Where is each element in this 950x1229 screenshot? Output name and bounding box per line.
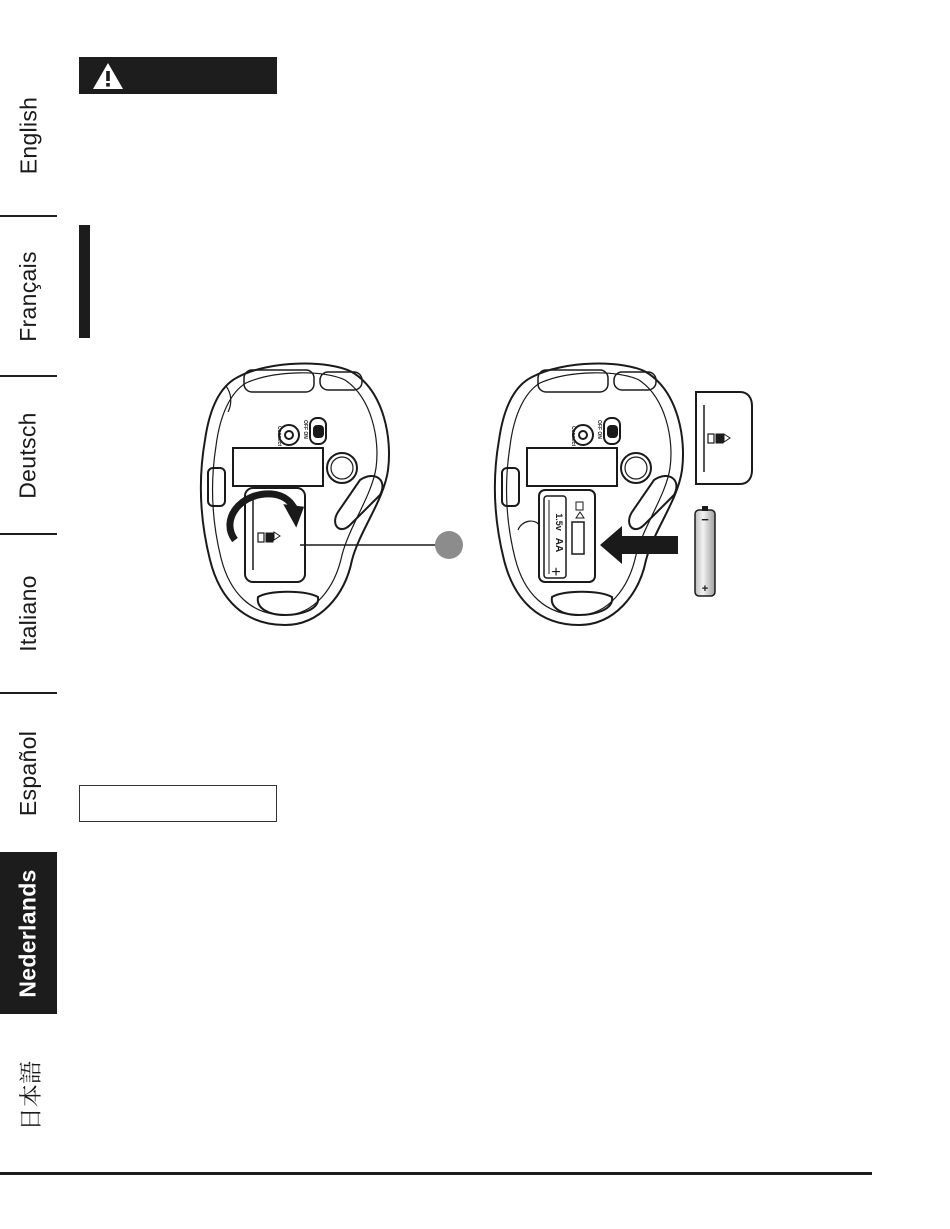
bottom-rule: [0, 1172, 872, 1175]
tab-deutsch[interactable]: [0, 377, 57, 533]
mouse-bottom-left: [201, 364, 389, 625]
callout-marker: [435, 531, 463, 559]
tab-francais[interactable]: [0, 217, 57, 375]
battery-plus-small-label: +: [701, 583, 709, 595]
tab-espanol[interactable]: [0, 694, 57, 852]
tab-japanese-label: 日本語: [17, 1060, 43, 1130]
switch-label: OFF ON: [596, 420, 602, 439]
tab-italiano-label: Italiano: [15, 575, 42, 652]
mouse-bottom-right: [495, 364, 683, 625]
tab-english[interactable]: [0, 55, 57, 215]
tab-espanol-label: Español: [15, 730, 41, 816]
tab-japanese[interactable]: [0, 1030, 57, 1160]
tab-francais-label: Français: [15, 250, 41, 342]
battery-plus-label: +: [551, 564, 561, 581]
warning-triangle-icon: [91, 61, 125, 91]
note-box: [79, 785, 277, 822]
battery-minus-label: −: [701, 512, 709, 527]
language-tabs: [0, 55, 57, 1165]
connect-label: Connect: [276, 426, 282, 446]
battery-installation-illustration: [190, 350, 770, 640]
battery-size-label: AA: [553, 537, 564, 553]
battery-voltage-label: 1.5v: [554, 513, 564, 531]
connect-label: Connect: [570, 426, 576, 446]
tab-nederlands[interactable]: [0, 852, 57, 1014]
tab-nederlands-label: Nederlands: [15, 868, 42, 998]
warning-banner: [79, 57, 277, 94]
tab-deutsch-label: Deutsch: [15, 411, 42, 499]
switch-label: OFF ON: [302, 420, 308, 439]
tab-english-label: English: [15, 96, 42, 174]
section-marker-bar: [79, 225, 90, 338]
battery-cover-removed: [696, 392, 752, 484]
tab-italiano[interactable]: [0, 535, 57, 692]
